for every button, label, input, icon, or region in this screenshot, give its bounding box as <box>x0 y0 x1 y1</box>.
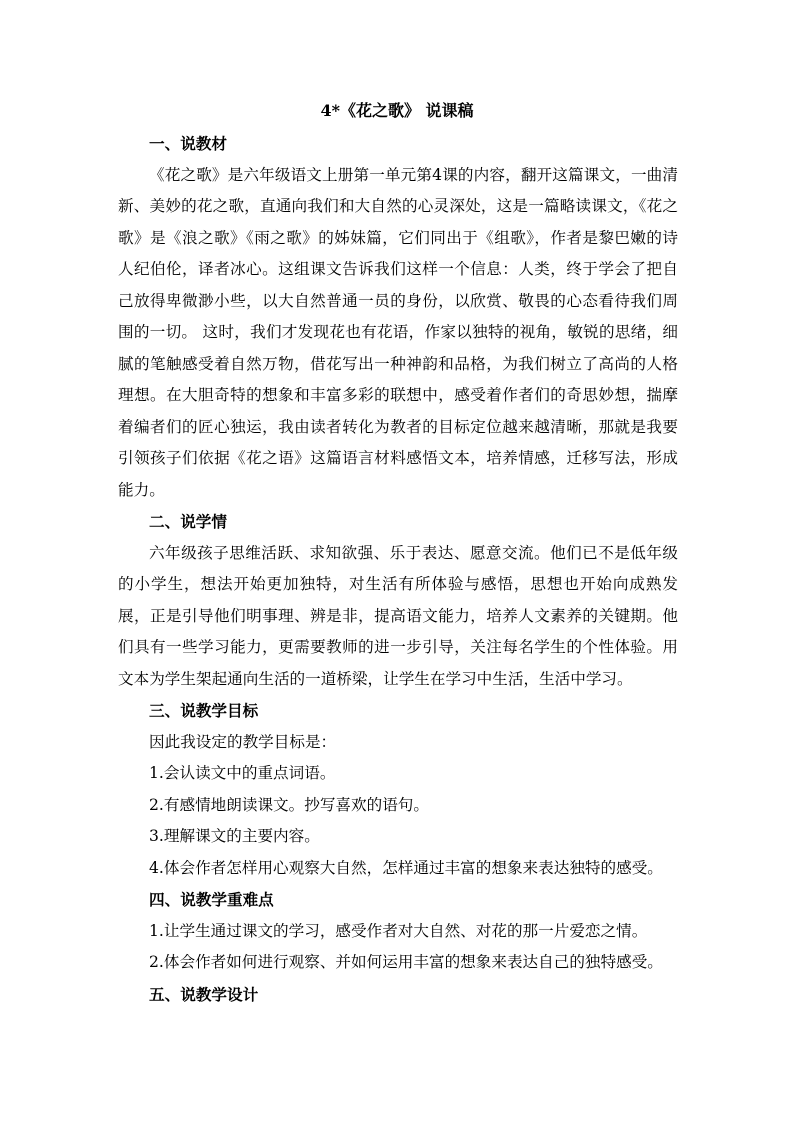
document-body <box>118 128 678 1010</box>
section-heading-textbook: 一、说教材 <box>149 134 227 153</box>
section-paragraph: 《花之歌》是六年级语文上册第一单元第4课的内容，翻开这篇课文，一曲清新、美妙的花之歌，直通向我们和大自然的心灵深处，这是一篇略读课文，《花之歌》是《浪之歌》《雨之歌》的姊妹篇，它们同出于《组歌》，作者是黎巴嫩的诗人纪伯伦，译者冰心。这组课文告诉我们这样一个信息：人类，终于学会了把自己放得卑微渺小些，以大自然普通一员的身份，以欣赏、敬畏的心态看待我们周围的一切。 这时，我们才发现花也有花语，作家以独特的视角，敏锐的思绪，细腻的笔触感受着自然万物，借花写出一种神韵和品格，为我们树立了高尚的人格理想。在大胆奇特的想象和丰富多彩的联想中，感受着作者们的奇思妙想，揣摩着编者们的匠心独运，我由读者转化为教者的目标定位越来越清晰，那就是我要引领孩子们依据《花之语》这篇语言材料感悟文本，培养情感，迁移写法，形成能力。 <box>118 165 678 499</box>
list-item: 2.体会作者如何进行观察、并如何运用丰富的想象来表达自己的独特感受。 <box>149 953 663 971</box>
list-item: 3.理解课文的主要内容。 <box>149 827 320 845</box>
list-item: 1.会认读文中的重点词语。 <box>149 764 336 782</box>
section-heading-key-points: 四、说教学重难点 <box>149 890 274 909</box>
section-heading-design: 五、说教学设计 <box>149 984 259 1004</box>
section-heading-objectives: 三、说教学目标 <box>149 701 259 720</box>
section-heading-learners: 二、说学情 <box>149 512 227 531</box>
objectives-intro: 因此我设定的教学目标是： <box>149 732 337 751</box>
list-item: 1.让学生通过课文的学习，感受作者对大自然、对花的那一片爱恋之情。 <box>149 921 648 940</box>
list-item: 2.有感情地朗读课文。抄写喜欢的语句。 <box>149 795 429 814</box>
list-item: 4.体会作者怎样用心观察大自然，怎样通过丰富的想象来表达独特的感受。 <box>149 858 663 877</box>
document-title: 4*《花之歌》 说课稿 <box>320 101 474 120</box>
section-paragraph: 六年级孩子思维活跃、求知欲强、乐于表达、愿意交流。他们已不是低年级的小学生，想法开始更加独特，对生活有所体验与感悟，思想也开始向成熟发展，正是引导他们明事理、辨是非，提高语文能力，培养人文素养的关键期。他们具有一些学习能力，更需要教师的进一步引导，关注每名学生的个性体验。用文本为学生架起通向生活的一道桥梁，让学生在学习中生活，生活中学习。 <box>118 543 678 688</box>
